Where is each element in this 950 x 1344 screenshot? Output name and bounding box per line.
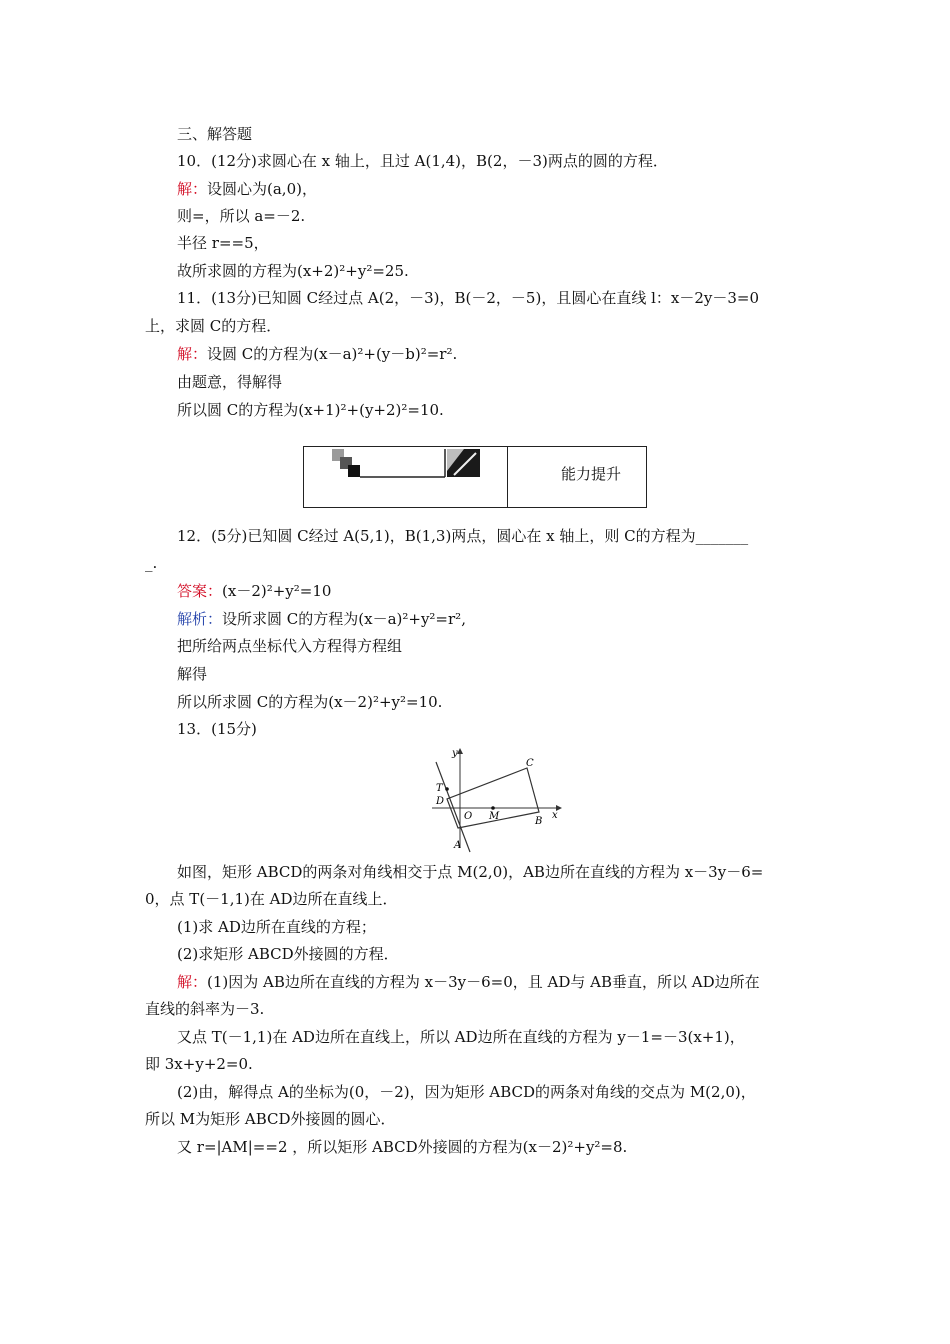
q11-solution-1 bbox=[177, 344, 457, 364]
label-c: C bbox=[526, 758, 534, 769]
q11-stem-2: 上，求圆 C的方程． bbox=[145, 317, 282, 335]
q13-stem: 13．(15分) bbox=[177, 720, 257, 738]
solution-text: 设圆心为(a,0)， bbox=[207, 180, 317, 198]
q13-part-1: (1)求 AD边所在直线的方程； bbox=[177, 918, 376, 936]
point-t bbox=[445, 787, 449, 791]
banner-label: 能力提升 bbox=[561, 465, 622, 483]
label-d: D bbox=[436, 796, 445, 807]
label-y: y bbox=[452, 748, 458, 759]
q13-solution-2b: 即 3x+y+2=0. bbox=[145, 1055, 253, 1073]
q13-solution-4: 又 r=|AM|==2 ，所以矩形 ABCD外接圆的方程为(x－2)²+y²=8. bbox=[177, 1138, 628, 1156]
solution-text: (1)因为 AB边所在直线的方程为 x－3y－6=0，且 AD与 AB垂直，所以 AD边所在 bbox=[207, 973, 760, 991]
label-a: A bbox=[454, 840, 462, 851]
q11-solution-2: 由题意，得解得 bbox=[177, 373, 283, 391]
q13-part-2: (2)求矩形 ABCD外接圆的方程． bbox=[177, 945, 399, 963]
q13-description-1: 如图，矩形 ABCD的两条对角线相交于点 M(2,0)，AB边所在直线的方程为 x－3y－6= bbox=[177, 863, 764, 881]
banner-decoration-icon bbox=[304, 447, 504, 507]
q11-stem-1: 11．(13分)已知圆 C经过点 A(2，－3)，B(－2，－5)，且圆心在直线 l：x－2y－3=0 bbox=[177, 289, 760, 307]
q12-stem-2: _. bbox=[145, 554, 158, 572]
label-o: O bbox=[464, 811, 473, 822]
q13-description-2: 0，点 T(－1,1)在 AD边所在直线上． bbox=[145, 890, 398, 908]
q10-solution-3: 半径 r==5， bbox=[177, 234, 269, 252]
q13-solution-1a bbox=[177, 972, 760, 992]
q10-stem: 10．(12分)求圆心在 x 轴上，且过 A(1,4)，B(2，－3)两点的圆的方程． bbox=[177, 152, 668, 170]
q12-analysis-2: 把所给两点坐标代入方程得方程组 bbox=[177, 637, 403, 655]
q12-answer bbox=[177, 581, 331, 601]
label-m: M bbox=[489, 811, 500, 822]
q13-solution-2a: 又点 T(－1,1)在 AD边所在直线上，所以 AD边所在直线的方程为 y－1=－3(x+1)， bbox=[177, 1028, 745, 1046]
solution-label: 解： bbox=[177, 345, 208, 363]
q12-analysis-1 bbox=[177, 609, 466, 629]
label-t: T bbox=[436, 783, 443, 794]
q13-solution-3a: (2)由，解得点 A的坐标为(0，－2)，因为矩形 ABCD的两条对角线的交点为 M(2,0)， bbox=[177, 1083, 756, 1101]
q12-stem-1: 12．(5分)已知圆 C经过 A(5,1)，B(1,3)两点，圆心在 x 轴上，则 C的方程为_______ bbox=[177, 527, 749, 545]
q11-solution-3: 所以圆 C的方程为(x+1)²+(y+2)²=10. bbox=[177, 401, 444, 419]
section-title: 三、解答题 bbox=[177, 125, 253, 143]
q10-solution-1 bbox=[177, 179, 317, 199]
q12-analysis-3: 解得 bbox=[177, 665, 208, 683]
analysis-label: 解析： bbox=[177, 610, 223, 628]
answer-text: (x－2)²+y²=10 bbox=[222, 582, 332, 600]
q13-figure bbox=[420, 744, 570, 854]
point-m bbox=[491, 806, 495, 810]
q13-solution-1b: 直线的斜率为－3. bbox=[145, 1000, 265, 1018]
solution-label: 解： bbox=[177, 973, 208, 991]
solution-text: 设圆 C的方程为(x－a)²+(y－b)²=r². bbox=[207, 345, 458, 363]
q13-solution-3b: 所以 M为矩形 ABCD外接圆的圆心． bbox=[145, 1110, 396, 1128]
line-ad bbox=[436, 762, 473, 852]
q10-solution-4: 故所求圆的方程为(x+2)²+y²=25. bbox=[177, 262, 409, 280]
banner-divider bbox=[507, 447, 508, 507]
label-x: x bbox=[552, 810, 558, 821]
analysis-text: 设所求圆 C的方程为(x－a)²+y²=r², bbox=[222, 610, 466, 628]
ability-banner bbox=[303, 446, 647, 508]
q10-solution-2: 则=，所以 a=－2. bbox=[177, 207, 306, 225]
label-b: B bbox=[535, 816, 543, 827]
solution-label: 解： bbox=[177, 180, 208, 198]
answer-label: 答案： bbox=[177, 582, 223, 600]
q12-analysis-4: 所以所求圆 C的方程为(x－2)²+y²=10. bbox=[177, 693, 443, 711]
